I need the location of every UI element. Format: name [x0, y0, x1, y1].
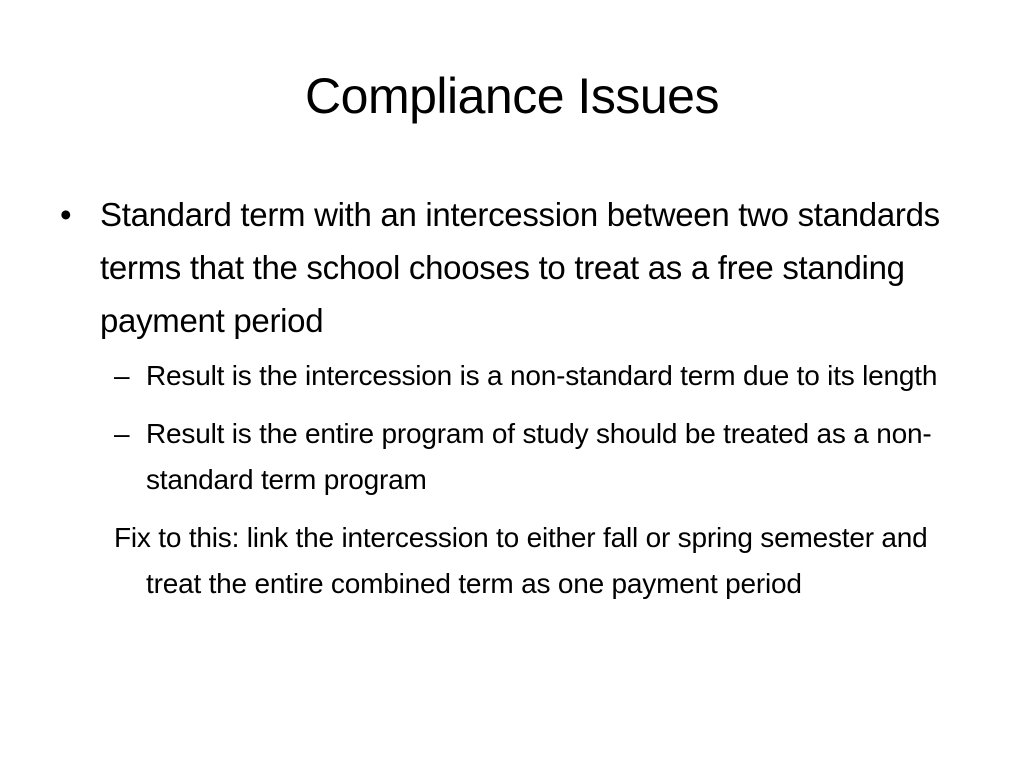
main-bullet-text: Standard term with an intercession between two standards terms that the school chooses to treat as a free standing payment period: [100, 196, 940, 339]
slide-title: Compliance Issues: [305, 68, 719, 124]
sub-bullet: [60, 353, 960, 399]
dash-icon: –: [114, 360, 130, 391]
dash-icon: –: [114, 418, 130, 449]
main-bullet: [60, 188, 960, 347]
sub-bullet-text: Result is the intercession is a non-standard term due to its length: [146, 360, 938, 391]
sub-bullet-text: Result is the entire program of study should be treated as a non-standard term program: [146, 418, 932, 495]
sub-bullet: [60, 411, 960, 503]
fix-paragraph: Fix to this: link the intercession to either fall or spring semester and treat the entire combined term as one payment period: [114, 522, 928, 599]
bullet-dot-icon: •: [60, 196, 72, 233]
slide-body: [60, 188, 960, 607]
sub-bullet-list: [60, 353, 960, 503]
